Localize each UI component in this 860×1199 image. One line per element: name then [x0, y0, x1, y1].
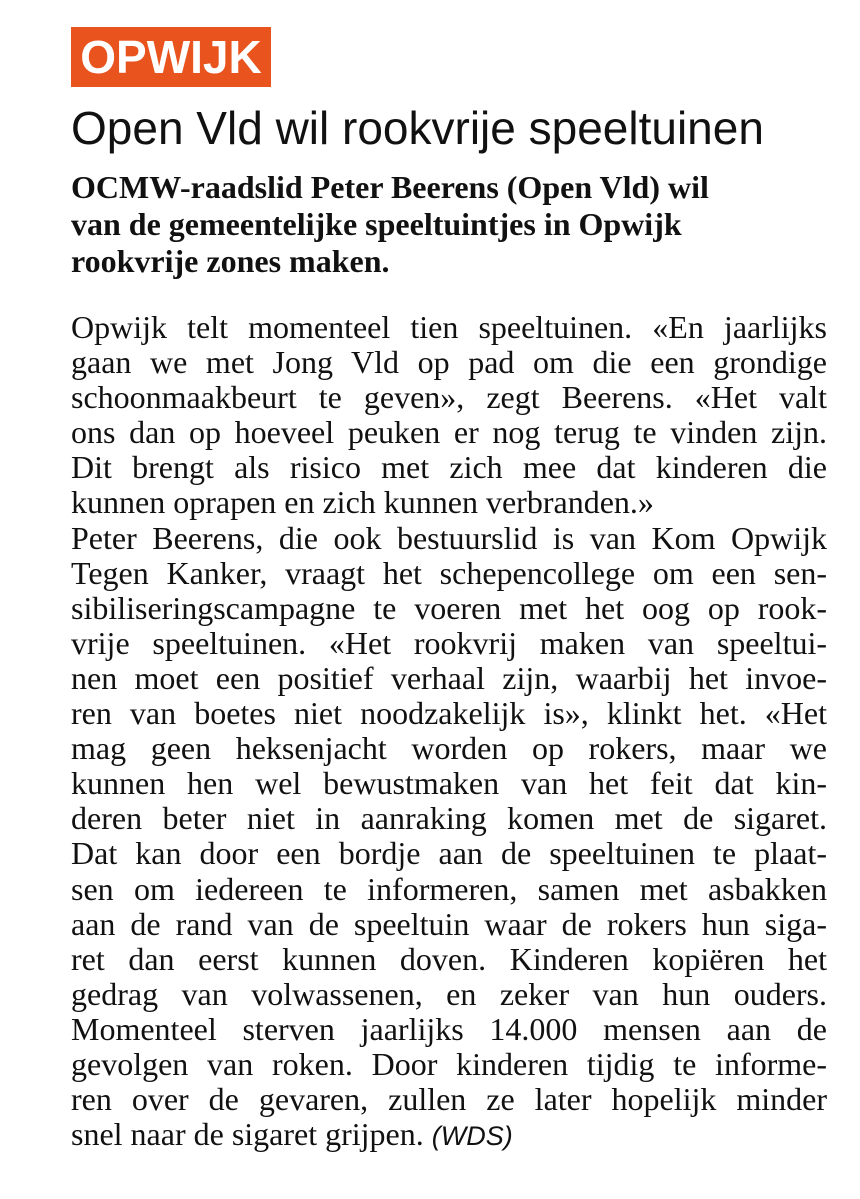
intro-line: rookvrije zones maken.: [71, 243, 390, 279]
body-line: Dit brengt als risico met zich mee dat kinderen die: [71, 450, 827, 486]
body-line: kunnen hen wel bewustmaken van het feit dat kin-: [71, 766, 827, 802]
body-line: schoonmaakbeurt te geven», zegt Beerens. «Het valt: [71, 380, 827, 416]
body-line: nen moet een positief verhaal zijn, waarbij het invoe-: [71, 660, 827, 696]
intro-line: van de gemeentelijke speeltuintjes in Opwijk: [71, 206, 682, 242]
body-line: gevolgen van roken. Door kinderen tijdig te informe-: [71, 1046, 827, 1082]
body-line: sibiliseringscampagne te voeren met het oog op rook-: [71, 590, 827, 626]
author-byline: (WDS): [431, 1121, 513, 1152]
body-line: Peter Beerens, die ook bestuurslid is van Kom Opwijk: [71, 520, 827, 556]
body-line: ret dan eerst kunnen doven. Kinderen kopiëren het: [71, 941, 827, 977]
body-line: Momenteel sterven jaarlijks 14.000 mensen aan de: [71, 1011, 827, 1047]
body-line: Opwijk telt momenteel tien speeltuinen. «En jaarlijks: [71, 310, 827, 345]
article-intro: [71, 169, 771, 280]
body-line: gedrag van volwassenen, en zeker van hun ouders.: [71, 976, 827, 1012]
article-headline: Open Vld wil rookvrije speeltuinen: [71, 102, 764, 154]
body-line: aan de rand van de speeltuin waar de rokers hun siga-: [71, 906, 827, 942]
article-body: [71, 310, 827, 1154]
body-line: deren beter niet in aanraking komen met de sigaret.: [71, 801, 827, 837]
body-line: snel naar de sigaret grijpen.: [71, 1117, 424, 1153]
body-line: kunnen oprapen en zich kunnen verbranden.»: [71, 485, 654, 521]
body-line: ons dan op hoeveel peuken er nog terug te vinden zijn.: [71, 415, 827, 451]
body-line: Tegen Kanker, vraagt het schepencollege om een sen-: [71, 555, 827, 591]
body-line: sen om iedereen te informeren, samen met asbakken: [71, 871, 827, 907]
intro-line: OCMW-raadslid Peter Beerens (Open Vld) wil: [71, 169, 709, 205]
body-line: Dat kan door een bordje aan de speeltuinen te plaat-: [71, 836, 827, 872]
body-line: ren over de gevaren, zullen ze later hopelijk minder: [71, 1082, 827, 1118]
body-last-line: [71, 1117, 827, 1154]
body-line: ren van boetes niet noodzakelijk is», klinkt het. «Het: [71, 696, 827, 732]
location-kicker: OPWIJK: [71, 27, 271, 87]
body-line: gaan we met Jong Vld op pad om die een grondige: [71, 345, 827, 381]
body-line: mag geen heksenjacht worden op rokers, maar we: [71, 731, 827, 767]
body-line: vrije speeltuinen. «Het rookvrij maken van speeltui-: [71, 625, 827, 661]
